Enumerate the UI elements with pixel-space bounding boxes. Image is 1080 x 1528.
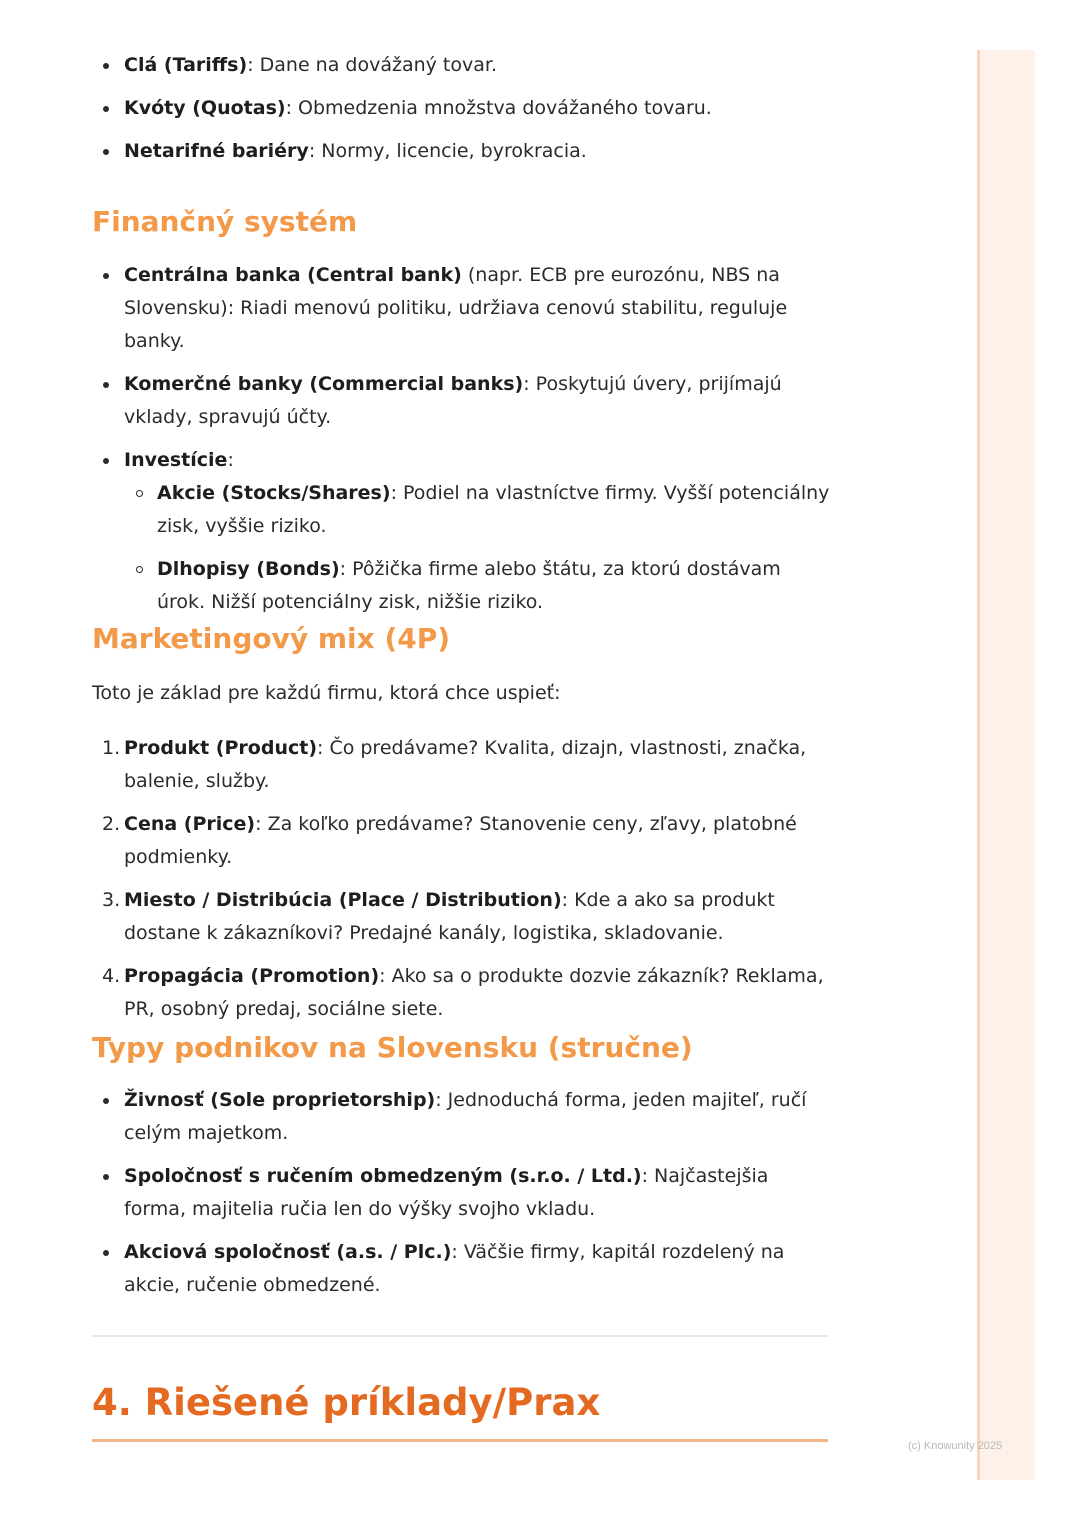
list-item: Komerčné banky (Commercial banks): Poskytujú úvery, prijímajú vklady, spravujú účty. (92, 368, 832, 434)
investments-sublist (124, 477, 832, 619)
list-item: Investície: Akcie (Stocks/Shares): Podiel na vlastníctve firmy. Vyšší potenciálny zisk, vyššie riziko. Dlhopisy (Bonds): Pôžička firme alebo štátu, za ktorú dostávam úrok. Nižší potenciálny zisk, nižšie riziko. (92, 444, 832, 619)
list-item: Dlhopisy (Bonds): Pôžička firme alebo štátu, za ktorú dostávam úrok. Nižší potenciálny zisk, nižšie riziko. (124, 553, 832, 619)
list-item: Akciová spoločnosť (a.s. / Plc.): Väčšie firmy, kapitál rozdelený na akcie, ručenie obmedzené. (92, 1236, 832, 1302)
list-item: Živnosť (Sole proprietorship): Jednoduchá forma, jeden majiteľ, ručí celým majetkom. (92, 1084, 832, 1150)
list-item: 4. Propagácia (Promotion): Ako sa o produkte dozvie zákazník? Reklama, PR, osobný predaj, sociálne siete. (102, 965, 824, 1020)
list-item: Clá (Tariffs): Dane na dovážaný tovar. (92, 49, 832, 82)
list-item: 1. Produkt (Product): Čo predávame? Kvalita, dizajn, vlastnosti, značka, balenie, služby. (102, 737, 807, 792)
marketing-intro: Toto je základ pre každú firmu, ktorá chce uspieť: (92, 682, 561, 704)
section-divider (92, 1335, 828, 1337)
list-item: Centrálna banka (Central bank) (napr. ECB pre eurozónu, NBS na Slovensku): Riadi menovú politiku, udržiava cenovú stabilitu, reguluje banky. (92, 259, 832, 358)
trade-barriers-list (92, 49, 832, 168)
list-item: 3. Miesto / Distribúcia (Place / Distribution): Kde a ako sa produkt dostane k zákazníkovi? Predajné kanály, logistika, skladovanie. (102, 889, 775, 944)
list-item: Netarifné bariéry: Normy, licencie, byrokracia. (92, 135, 832, 168)
list-item: Akcie (Stocks/Shares): Podiel na vlastníctve firmy. Vyšší potenciálny zisk, vyššie riziko. (124, 477, 832, 543)
marketing-list (92, 732, 832, 1026)
section-4-heading: 4. Riešené príklady/Prax (92, 1381, 601, 1424)
business-types-heading: Typy podnikov na Slovensku (stručne) (92, 1031, 693, 1064)
financial-list (92, 259, 832, 619)
list-item: 2. Cena (Price): Za koľko predávame? Stanovenie ceny, zľavy, platobné podmienky. (102, 813, 797, 868)
marketing-heading: Marketingový mix (4P) (92, 622, 451, 655)
business-types-list (92, 1084, 832, 1302)
list-item: Spoločnosť s ručením obmedzeným (s.r.o. / Ltd.): Najčastejšia forma, majitelia ručia len do výšky svojho vkladu. (92, 1160, 832, 1226)
copyright-text: (c) Knowunity 2025 (908, 1440, 1003, 1452)
sidebar-panel (977, 50, 1035, 1480)
financial-heading: Finančný systém (92, 205, 358, 238)
heading-underline (92, 1439, 828, 1442)
list-item: Kvóty (Quotas): Obmedzenia množstva dovážaného tovaru. (92, 92, 832, 125)
